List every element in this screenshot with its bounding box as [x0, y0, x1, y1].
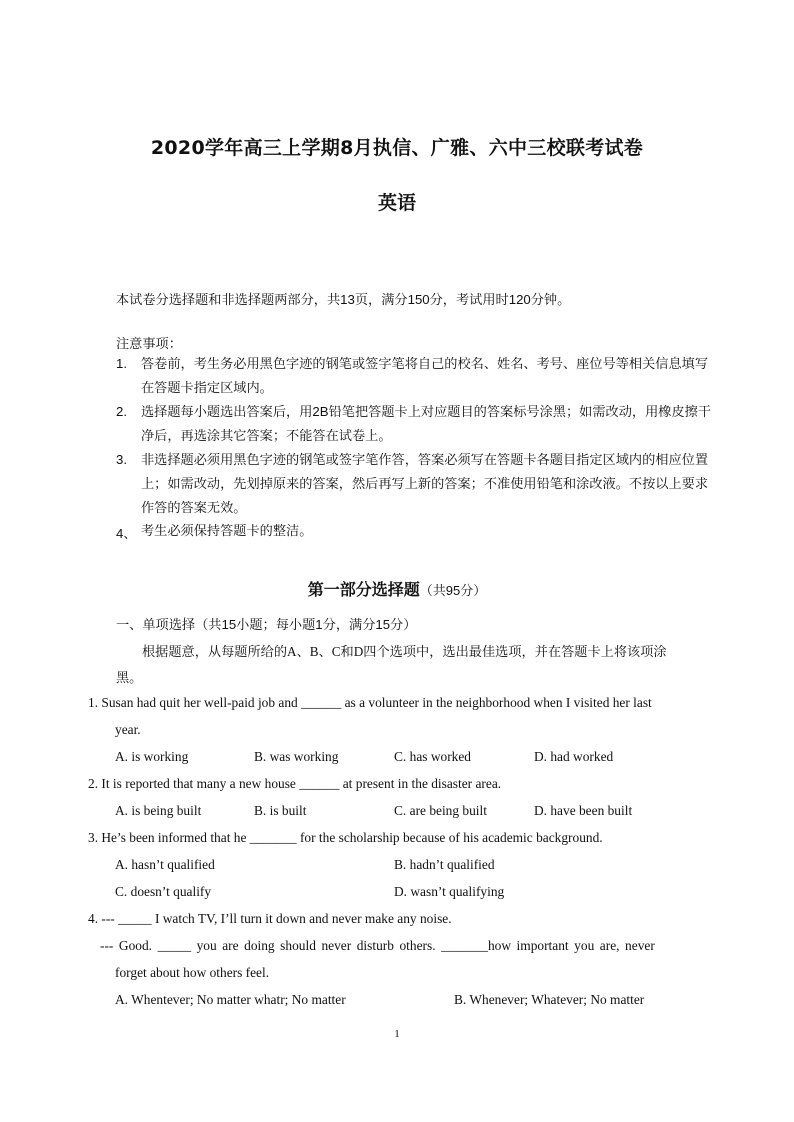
option-b: B. Whenever; Whatever; No matter	[454, 992, 645, 1007]
exam-subject: 英语	[377, 192, 416, 214]
question-stem: 4. --- _____ I watch TV, I’ll turn it down and never make any noise.	[88, 911, 452, 926]
option-c: C. doesn’t qualify	[115, 884, 212, 899]
note-text: 答卷前，考生务必用黑色字迹的钢笔或签字笔将自己的校名、姓名、考号、座位号等相关信息填写在答题卡指定区域内。	[141, 356, 709, 395]
option-d: D. have been built	[534, 803, 633, 818]
option-a: A. is working	[115, 749, 189, 764]
question-dialogue-continuation: forget about how others feel.	[115, 965, 270, 980]
part-title	[0, 577, 794, 600]
note-number: 2.	[116, 404, 127, 419]
question-dialogue-line: --- Good. _____ you are doing should never disturb others. _______how important you are, never	[100, 938, 655, 953]
notes-title: 注意事项：	[116, 336, 182, 351]
option-b: B. is built	[254, 803, 307, 818]
option-d: D. wasn’t qualifying	[394, 884, 505, 899]
option-c: C. has worked	[394, 749, 471, 764]
option-a: A. is being built	[115, 803, 202, 818]
option-c: C. are being built	[394, 803, 487, 818]
option-b: B. was working	[254, 749, 339, 764]
option-b: B. hadn’t qualified	[394, 857, 495, 872]
part-title-text: 第一部分选择题	[307, 582, 420, 599]
note-number: 3.	[116, 452, 127, 467]
option-a: A. Whentever; No matter whatr; No matter	[115, 992, 346, 1007]
note-number: 4、	[116, 526, 137, 541]
question-stem-continuation: year.	[115, 722, 141, 737]
part-score: （共95分）	[419, 583, 487, 598]
section-heading: 一、单项选择（共15小题；每小题1分，满分15分）	[116, 617, 417, 632]
question-stem: 2. It is reported that many a new house ______ at present in the disaster area.	[88, 776, 502, 791]
option-d: D. had worked	[534, 749, 614, 764]
exam-intro: 本试卷分选择题和非选择题两部分，共13页，满分150分，考试用时120分钟。	[116, 292, 571, 307]
note-text: 非选择题必须用黑色字迹的钢笔或签字笔作答，答案必须写在答题卡各题目指定区域内的相应位置上；如需改动，先划掉原来的答案，然后再写上新的答案；不准使用铅笔和涂改液。不按以上要求作答的答案无效。	[141, 452, 709, 515]
section-instruction: 根据题意，从每题所给的A、B、C和D四个选项中，选出最佳选项，并在答题卡上将该项涂黑。	[116, 644, 667, 685]
exam-title: 2020学年高三上学期8月执信、广雅、六中三校联考试卷	[150, 137, 644, 159]
note-text: 选择题每小题选出答案后，用2B铅笔把答题卡上对应题目的答案标号涂黑；如需改动，用橡皮擦干净后，再选涂其它答案；不能答在试卷上。	[141, 404, 712, 443]
page-number: 1	[394, 1028, 400, 1040]
question-stem: 3. He’s been informed that he _______ for the scholarship because of his academic background.	[88, 830, 603, 845]
note-text: 考生必须保持答题卡的整洁。	[141, 523, 313, 538]
question-stem: 1. Susan had quit her well-paid job and ______ as a volunteer in the neighborhood when I visited her last	[88, 695, 652, 710]
option-a: A. hasn’t qualified	[115, 857, 215, 872]
note-number: 1.	[116, 356, 127, 371]
